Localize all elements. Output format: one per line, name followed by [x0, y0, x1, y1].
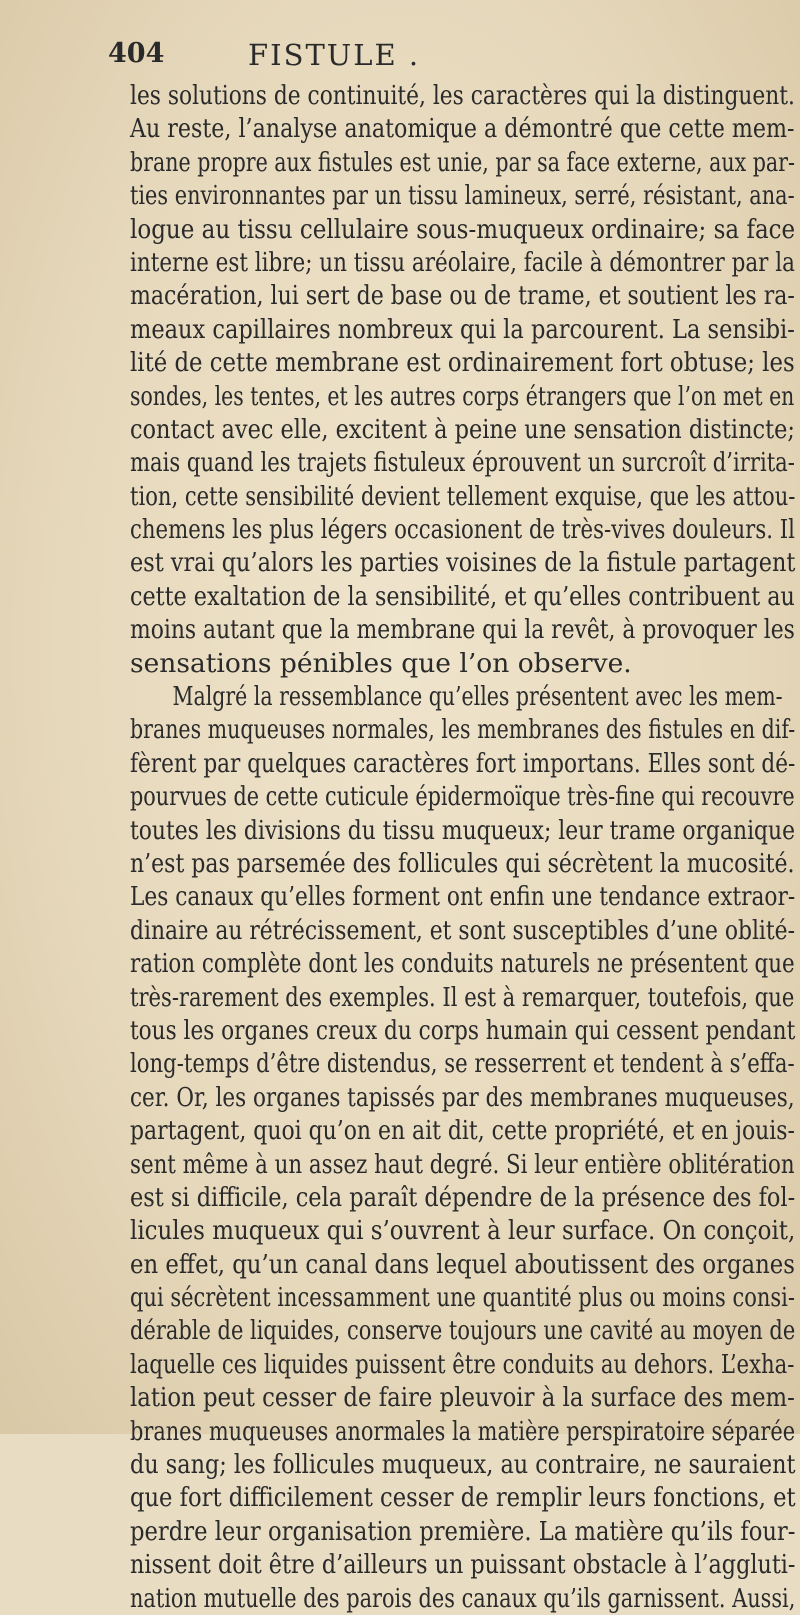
text-line: est si difficile, cela paraît dépendre de la présence des fol-: [130, 1181, 796, 1213]
text-line: logue au tissu cellulaire sous-muqueux ordinaire; sa face: [130, 213, 796, 245]
text-line: nissent doit être d’ailleurs un puissant obstacle à l’aggluti-: [130, 1549, 796, 1581]
text-line: cette exaltation de la sensibilité, et qu’elles contribuent au: [130, 580, 795, 612]
text-line: du sang; les follicules muqueux, au contraire, ne sauraient: [130, 1449, 796, 1481]
text-line: toutes les divisions du tissu muqueux; leur trame organique: [130, 814, 796, 846]
page-number: 404: [108, 38, 165, 69]
text-line: chemens les plus légers occasionent de très-vives douleurs. Il: [130, 514, 795, 546]
text-line: Les canaux qu’elles forment ont enfin une tendance extraor-: [130, 881, 796, 913]
text-line: moins autant que la membrane qui la revêt, à provoquer les: [130, 614, 795, 646]
text-line: branes muqueuses normales, les membranes des fistules en dif-: [130, 714, 796, 746]
text-line: très-rarement des exemples. Il est à remarquer, toutefois, que: [130, 981, 795, 1013]
body-text: [130, 79, 795, 1615]
text-line: lité de cette membrane est ordinairement fort obtuse; les: [130, 347, 795, 379]
text-line: pourvues de cette cuticule épidermoïque très-fine qui recouvre: [130, 781, 795, 813]
text-line: lation peut cesser de faire pleuvoir à la surface des mem-: [130, 1382, 795, 1414]
text-line: Malgré la ressemblance qu’elles présentent avec les mem-: [172, 681, 783, 713]
text-line: contact avec elle, excitent à peine une sensation distincte;: [130, 413, 795, 445]
text-line: interne est libre; un tissu aréolaire, facile à démontrer par la: [130, 246, 795, 278]
text-line: nation mutuelle des parois des canaux qu’ils garnissent. Aussi,: [130, 1582, 796, 1614]
text-line: partagent, quoi qu’on en ait dit, cette propriété, et en jouis-: [130, 1115, 795, 1147]
text-line: tion, cette sensibilité devient tellement exquise, que les attou-: [130, 480, 796, 512]
text-line: macération, lui sert de base ou de trame, et soutient les ra-: [130, 280, 795, 312]
text-line: branes muqueuses anormales la matière perspiratoire séparée: [130, 1415, 796, 1447]
text-line: cer. Or, les organes tapissés par des membranes muqueuses,: [130, 1081, 795, 1113]
text-line: licules muqueux qui s’ouvrent à leur surface. On conçoit,: [130, 1215, 796, 1247]
text-line: dérable de liquides, conserve toujours une cavité au moyen de: [130, 1315, 796, 1347]
text-line: les solutions de continuité, les caractères qui la distinguent.: [130, 80, 795, 111]
running-head: FISTULE .: [248, 38, 421, 72]
text-line: est vrai qu’alors les parties voisines de la fistule partagent: [130, 547, 796, 579]
text-line: Au reste, l’analyse anatomique a démontré que cette mem-: [130, 113, 795, 145]
text-line: en effet, qu’un canal dans lequel aboutissent des organes: [130, 1248, 795, 1280]
text-line: mais quand les trajets fistuleux éprouvent un surcroît d’irrita-: [130, 447, 795, 479]
text-line: n’est pas parsemée des follicules qui sécrètent la mucosité.: [130, 847, 795, 879]
text-line: que fort difficilement cesser de remplir leurs fonctions, et: [130, 1482, 796, 1514]
page-header: [108, 38, 708, 78]
text-line: ration complète dont les conduits naturels ne présentent que: [130, 948, 795, 980]
text-line: fèrent par quelques caractères fort importans. Elles sont dé-: [130, 747, 796, 779]
text-line: ties environnantes par un tissu lamineux, serré, résistant, ana-: [130, 180, 795, 212]
text-line: sondes, les tentes, et les autres corps étrangers que l’on met en: [130, 380, 795, 412]
text-line: dinaire au rétrécissement, et sont susceptibles d’une oblité-: [130, 914, 795, 946]
text-line: perdre leur organisation première. La matière qu’ils four-: [130, 1515, 796, 1547]
text-line: tous les organes creux du corps humain qui cessent pendant: [130, 1014, 796, 1046]
text-line: laquelle ces liquides puissent être conduits au dehors. L’exha-: [130, 1348, 795, 1380]
text-line: sent même à un assez haut degré. Si leur entière oblitération: [130, 1148, 795, 1180]
text-line: sensations pénibles que l’on observe.: [130, 647, 632, 679]
text-line: long-temps d’être distendus, se resserrent et tendent à s’effa-: [130, 1048, 795, 1080]
text-line: meaux capillaires nombreux qui la parcourent. La sensibi-: [130, 313, 795, 345]
text-line: brane propre aux fistules est unie, par sa face externe, aux par-: [130, 146, 795, 178]
text-line: qui sécrètent incessamment une quantité plus ou moins consi-: [130, 1282, 795, 1314]
